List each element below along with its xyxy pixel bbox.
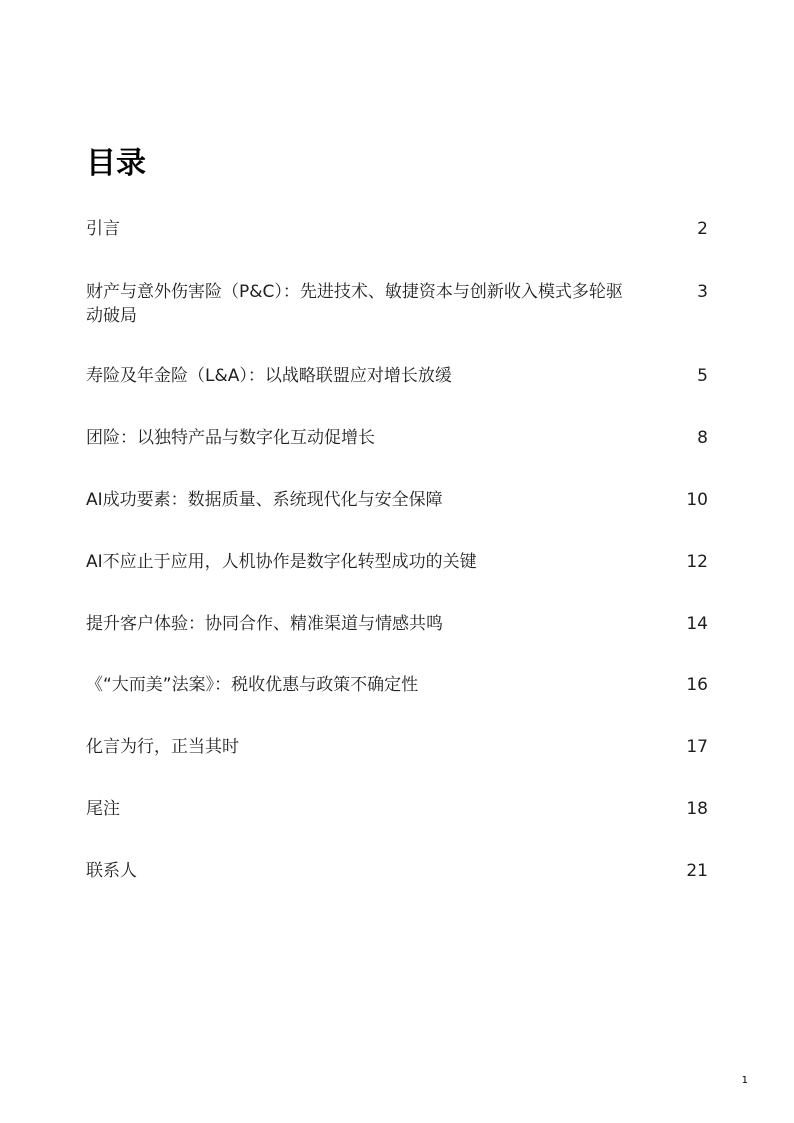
toc-entry-label: 财产与意外伤害险（P&C）：先进技术、敏捷资本与创新收入模式多轮驱动破局 [86, 282, 623, 326]
toc-entry-page-number: 17 [686, 737, 708, 757]
toc-entry-introduction[interactable] [86, 217, 708, 241]
toc-entry-page-number: 14 [686, 614, 708, 634]
toc-entry-la[interactable] [86, 364, 708, 388]
toc-entry-contacts[interactable] [86, 859, 708, 883]
page-number: 1 [741, 1075, 748, 1086]
toc-entry-label: 《“大而美”法案》：税收优惠与政策不确定性 [86, 675, 419, 695]
toc-entry-page-number: 21 [686, 861, 708, 881]
toc-entry-page-number: 16 [686, 675, 708, 695]
toc-entry-customer-experience[interactable] [86, 612, 708, 636]
toc-entry-page-number: 3 [697, 282, 708, 302]
page-title: 目录 [86, 146, 146, 181]
toc-entry-label: 提升客户体验：协同合作、精准渠道与情感共鸣 [86, 614, 443, 634]
toc-entry-ai-success[interactable] [86, 488, 708, 512]
toc-entry-page-number: 2 [697, 219, 708, 239]
toc-entry-act[interactable] [86, 673, 708, 697]
toc-entry-label: 化言为行，正当其时 [86, 737, 239, 757]
toc-entry-page-number: 5 [697, 366, 708, 386]
toc-entry-label: 寿险及年金险（L&A）：以战略联盟应对增长放缓 [86, 366, 452, 386]
toc-entry-pc[interactable] [86, 280, 708, 328]
toc-entry-page-number: 10 [686, 490, 708, 510]
toc-entry-label: AI成功要素：数据质量、系统现代化与安全保障 [86, 490, 443, 510]
toc-entry-label: AI不应止于应用，人机协作是数字化转型成功的关键 [86, 552, 477, 572]
toc-entry-endnotes[interactable] [86, 797, 708, 821]
toc-entry-label: 尾注 [86, 799, 120, 819]
toc-entry-page-number: 12 [686, 552, 708, 572]
toc-entry-label: 引言 [86, 219, 120, 239]
toc-entry-page-number: 8 [697, 428, 708, 448]
toc-entry-ai-collaboration[interactable] [86, 550, 708, 574]
toc-entry-label: 团险：以独特产品与数字化互动促增长 [86, 428, 375, 448]
toc-entry-group[interactable] [86, 426, 708, 450]
toc-entry-action[interactable] [86, 735, 708, 759]
toc-entry-page-number: 18 [686, 799, 708, 819]
toc-entry-label: 联系人 [86, 861, 137, 881]
